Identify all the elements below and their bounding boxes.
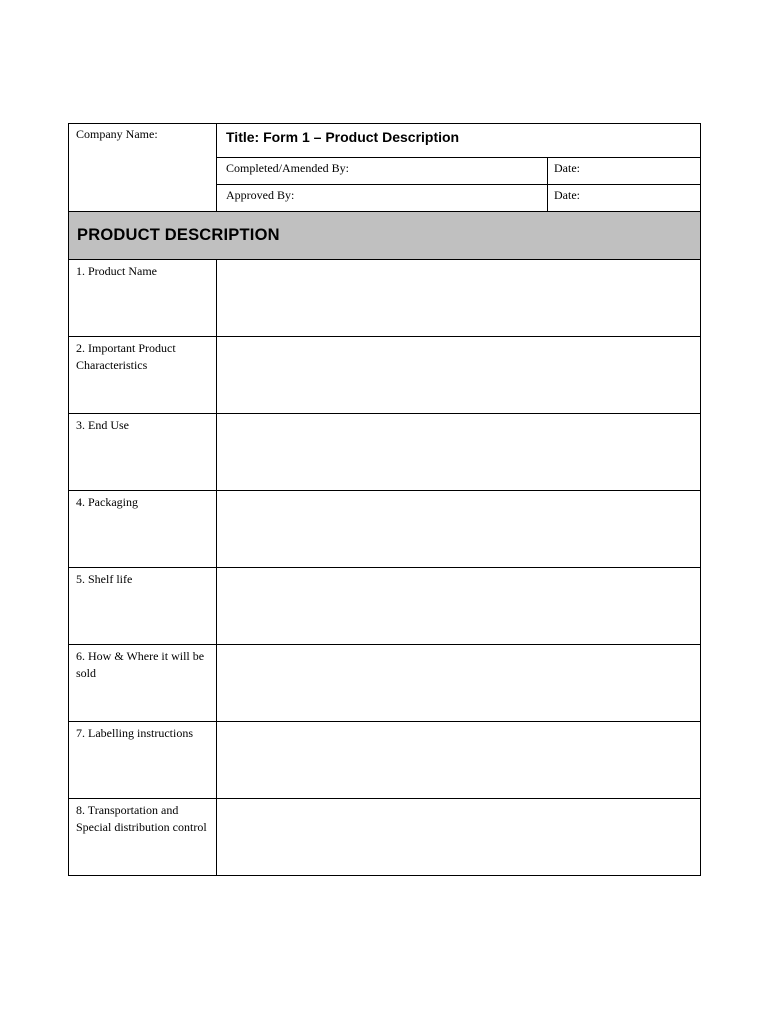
row-label: 4. Packaging: [69, 491, 217, 568]
row-label: 3. End Use: [69, 414, 217, 491]
approved-date-cell[interactable]: [548, 185, 701, 212]
section-heading: PRODUCT DESCRIPTION: [69, 212, 701, 260]
form-row-transportation: [69, 799, 701, 876]
row-label: 6. How & Where it will be sold: [69, 645, 217, 722]
product-characteristics-field[interactable]: [217, 337, 701, 414]
approved-by-label: Approved By:: [226, 188, 295, 202]
packaging-field[interactable]: [217, 491, 701, 568]
form-row-product-characteristics: [69, 337, 701, 414]
completed-date-label: Date:: [554, 161, 580, 175]
company-name-label: Company Name:: [76, 127, 158, 141]
form-title: Title: Form 1 – Product Description: [217, 124, 701, 158]
form-row-product-name: [69, 260, 701, 337]
company-name-cell[interactable]: [69, 124, 217, 212]
completed-by-label: Completed/Amended By:: [226, 161, 349, 175]
completed-by-cell[interactable]: [217, 158, 548, 185]
row-label: 5. Shelf life: [69, 568, 217, 645]
how-where-sold-field[interactable]: [217, 645, 701, 722]
product-description-form: [68, 123, 701, 876]
row-label: 8. Transportation and Special distribution control: [69, 799, 217, 876]
product-name-field[interactable]: [217, 260, 701, 337]
row-label: 2. Important Product Characteristics: [69, 337, 217, 414]
form-row-end-use: [69, 414, 701, 491]
form-row-labelling-instructions: [69, 722, 701, 799]
completed-date-cell[interactable]: [548, 158, 701, 185]
transportation-field[interactable]: [217, 799, 701, 876]
end-use-field[interactable]: [217, 414, 701, 491]
approved-date-label: Date:: [554, 188, 580, 202]
form-row-packaging: [69, 491, 701, 568]
row-label: 1. Product Name: [69, 260, 217, 337]
header-title-row: [69, 124, 701, 158]
row-label: 7. Labelling instructions: [69, 722, 217, 799]
form-row-how-where-sold: [69, 645, 701, 722]
form-row-shelf-life: [69, 568, 701, 645]
shelf-life-field[interactable]: [217, 568, 701, 645]
section-header-row: [69, 212, 701, 260]
labelling-instructions-field[interactable]: [217, 722, 701, 799]
approved-by-cell[interactable]: [217, 185, 548, 212]
